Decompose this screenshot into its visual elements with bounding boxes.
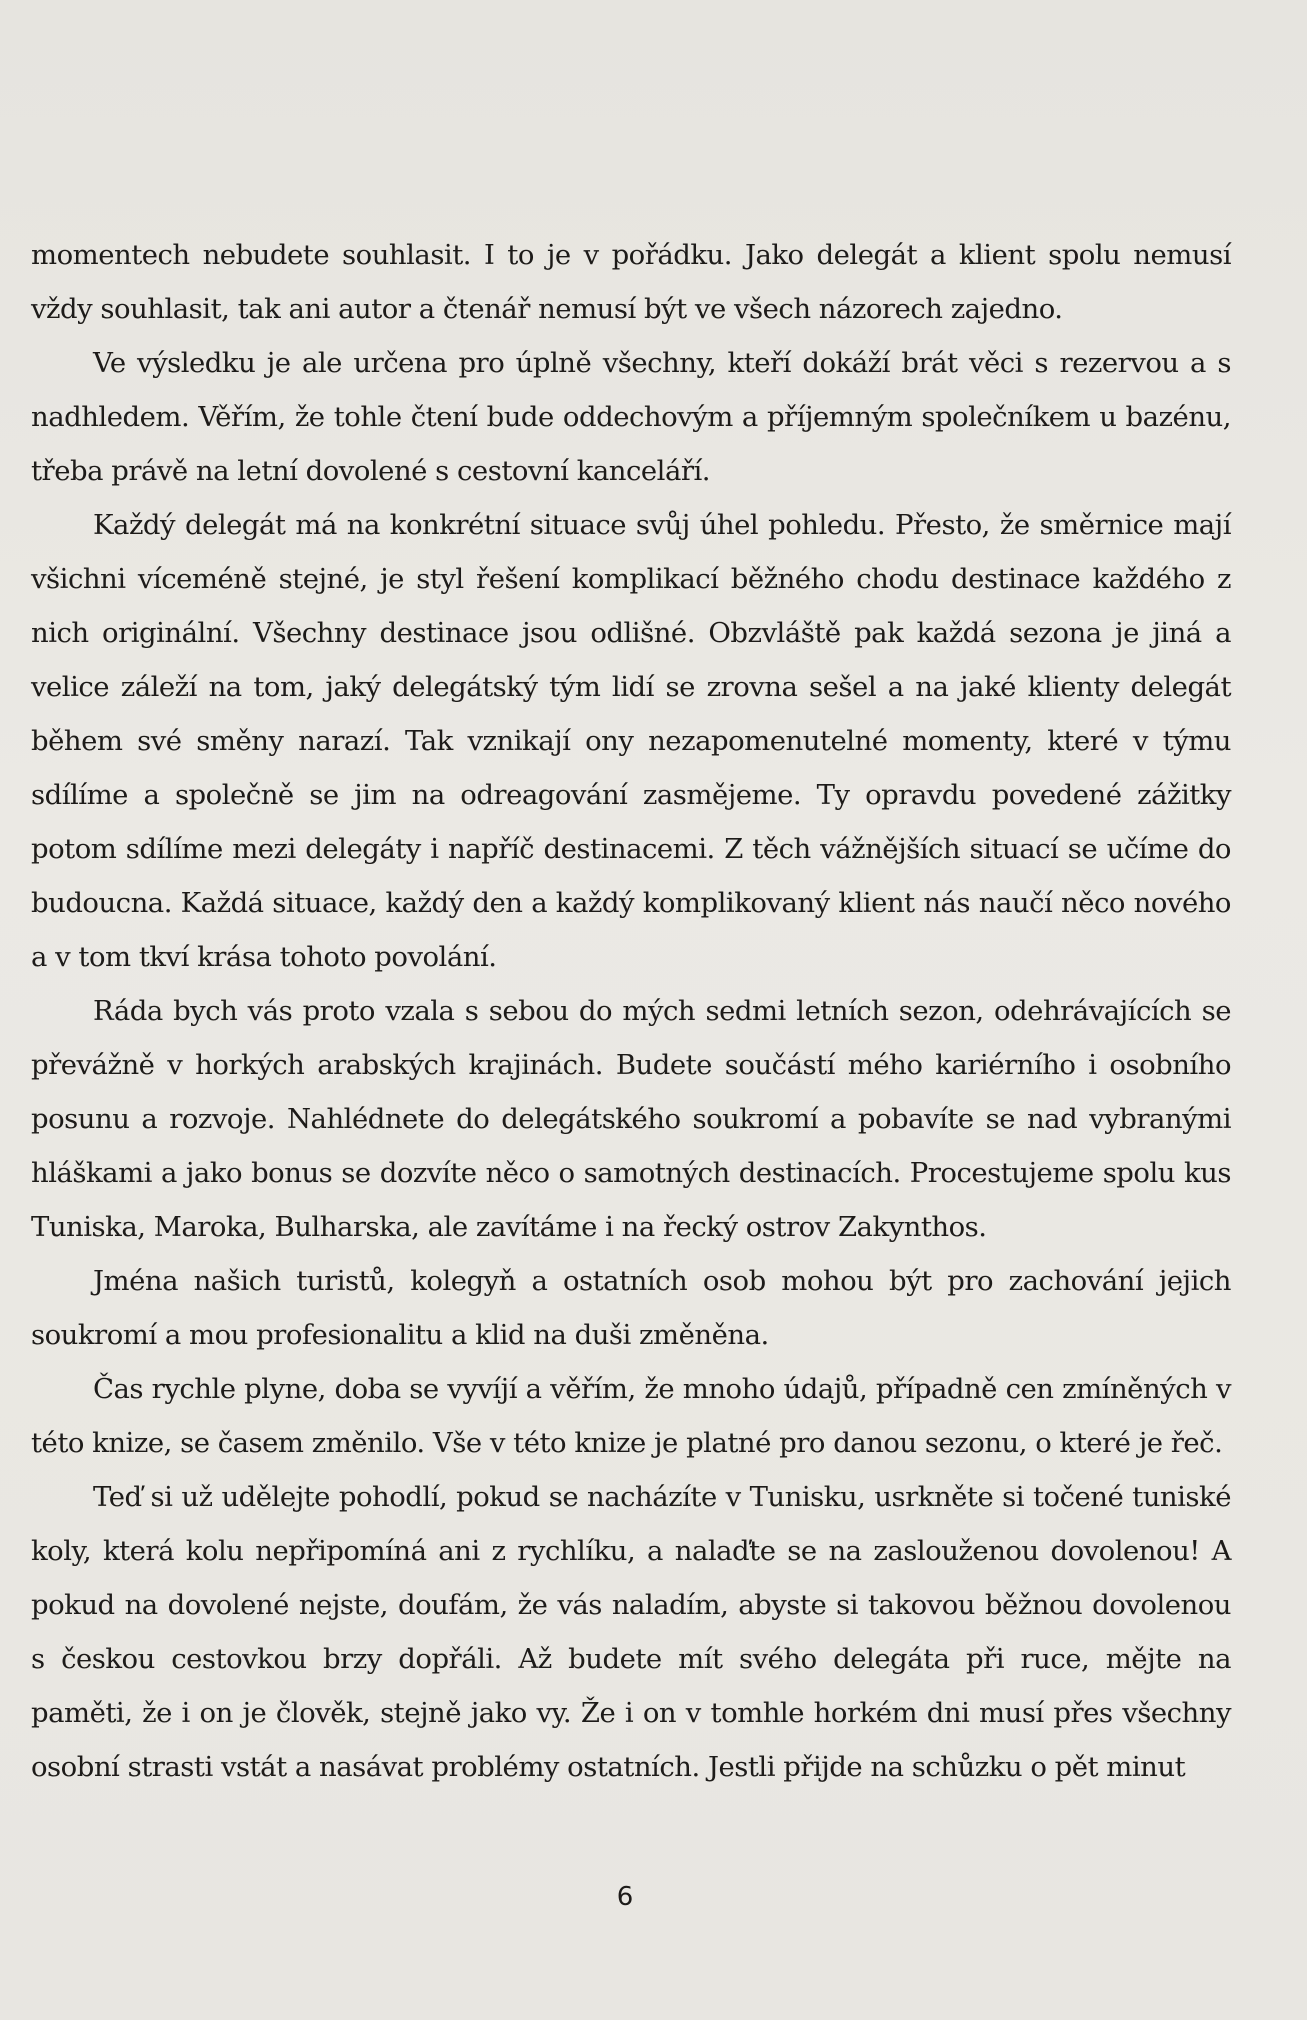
- paragraph: Každý delegát má na konkrétní situace svůj úhel pohledu. Přesto, že směrnice mají všichni víceméně stejné, je styl řešení komplikací běžného chodu destinace každého z nich originální. Všechny destinace jsou odlišné. Obzvláště pak každá sezona je jiná a velice záleží na tom, jaký delegátský tým lidí se zrovna sešel a na jaké klienty delegát během své směny narazí. Tak vznikají ony nezapomenutelné momenty, které v týmu sdílíme a společně se jim na odreagování zasmějeme. Ty opravdu povedené zážitky potom sdílíme mezi delegáty i napříč destinacemi. Z těch vážnějších situací se učíme do budoucna. Každá situace, každý den a každý komplikovaný klient nás naučí něco nového a v tom tkví krása tohoto povolání.: [31, 509, 1231, 973]
- paragraph: momentech nebudete souhlasit. I to je v pořádku. Jako delegát a klient spolu nemusí vždy souhlasit, tak ani autor a čtenář nemusí být ve všech názorech zajedno.: [31, 239, 1231, 325]
- paragraph: Teď si už udělejte pohodlí, pokud se nacházíte v Tunisku, usrkněte si točené tuniské koly, která kolu nepřipomíná ani z rychlíku, a nalaďte se na zaslouženou dovolenou! A pokud na dovolené nejste, doufám, že vás naladím, abyste si takovou běžnou dovolenou s českou cestovkou brzy dopřáli. Až budete mít svého delegáta při ruce, mějte na paměti, že i on je člověk, stejně jako vy. Že i on v tomhle horkém dni musí přes všechny osobní strasti vstát a nasávat problémy ostatních. Jestli přijde na schůzku o pět minut: [31, 1481, 1231, 1783]
- paragraph: Jména našich turistů, kolegyň a ostatních osob mohou být pro zachování jejich soukromí a mou profesionalitu a klid na duši změněna.: [31, 1265, 1231, 1351]
- paragraph: Čas rychle plyne, doba se vyvíjí a věřím, že mnoho údajů, případně cen zmíněných v této knize, se časem změnilo. Vše v této knize je platné pro danou sezonu, o které je řeč.: [31, 1373, 1231, 1459]
- paragraph: Ve výsledku je ale určena pro úplně všechny, kteří dokáží brát věci s rezervou a s nadhledem. Věřím, že tohle čtení bude oddechovým a příjemným společníkem u bazénu, třeba právě na letní dovolené s cestovní kanceláří.: [31, 347, 1231, 487]
- page-number: 6: [616, 1882, 634, 1912]
- body-text: [31, 228, 1231, 1794]
- paragraph: Ráda bych vás proto vzala s sebou do mých sedmi letních sezon, odehrávajících se převážně v horkých arabských krajinách. Budete součástí mého kariérního i osobního posunu a rozvoje. Nahlédnete do delegátského soukromí a pobavíte se nad vybranými hláškami a jako bonus se dozvíte něco o samotných destinacích. Procestujeme spolu kus Tuniska, Maroka, Bulharska, ale zavítáme i na řecký ostrov Zakynthos.: [31, 995, 1231, 1243]
